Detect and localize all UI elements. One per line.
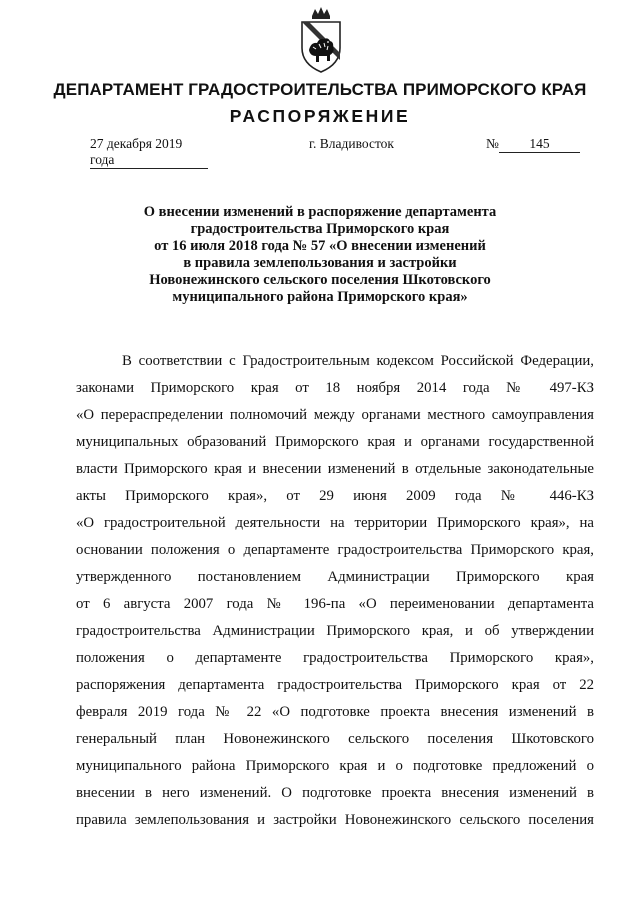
- title-line: от 16 июля 2018 года № 57 «О внесении изменений: [154, 238, 486, 254]
- body-line: акты Приморского края», от 29 июня 2009 года № 446-КЗ: [76, 488, 594, 504]
- body-line: февраля 2019 года № 22 «О подготовке проекта внесения изменений в: [76, 704, 594, 720]
- document-type-heading: РАСПОРЯЖЕНИЕ: [229, 106, 411, 126]
- document-number-label: №: [486, 136, 499, 151]
- body-line: внесении в него изменений. О подготовке проекта внесения изменений в: [76, 785, 594, 801]
- body-line: распоряжения департамента градостроительства Приморского края от 22: [76, 677, 594, 693]
- title-line: в правила землепользования и застройки: [183, 255, 457, 271]
- body-line: «О градостроительной деятельности на территории Приморского края», на: [76, 515, 594, 531]
- title-line: Новонежинского сельского поселения Шкотовского: [149, 272, 491, 288]
- document-city: г. Владивосток: [309, 136, 394, 151]
- document-date: 27 декабря 2019 года: [90, 136, 208, 169]
- body-line: «О перераспределении полномочий между органами местного самоуправления: [76, 407, 594, 423]
- body-line: В соответствии с Градостроительным кодексом Российской Федерации,: [122, 353, 594, 369]
- document-body: [76, 351, 594, 837]
- body-line: правила землепользования и застройки Новонежинского сельского поселения: [76, 812, 594, 828]
- title-line: градостроительства Приморского края: [190, 221, 450, 237]
- body-line: утвержденного постановлением Администрации Приморского края: [76, 569, 594, 585]
- body-line: от 6 августа 2007 года № 196-па «О переименовании департамента: [76, 596, 594, 612]
- body-line: власти Приморского края и внесении изменений в отдельные законодательные: [76, 461, 594, 477]
- title-line: О внесении изменений в распоряжение департамента: [143, 204, 497, 220]
- body-line: муниципальных образований Приморского края и органами государственной: [76, 434, 594, 450]
- department-name: ДЕПАРТАМЕНТ ГРАДОСТРОИТЕЛЬСТВА ПРИМОРСКОГО КРАЯ: [53, 80, 587, 99]
- document-title: [100, 204, 540, 306]
- body-line: положения о департаменте градостроительства Приморского края»,: [76, 650, 594, 666]
- body-line: законами Приморского края от 18 ноября 2014 года № 497-КЗ: [76, 380, 594, 396]
- document-number-value: 145: [499, 136, 580, 153]
- body-line: генеральный план Новонежинского сельского поселения Шкотовского: [76, 731, 594, 747]
- body-line: градостроительства Администрации Приморского края, и об утверждении: [76, 623, 594, 639]
- body-line: основании положения о департаменте градостроительства Приморского края,: [76, 542, 594, 558]
- title-line: муниципального района Приморского края»: [172, 289, 468, 305]
- coat-of-arms-tiger-icon: [297, 6, 345, 74]
- body-line: муниципального района Приморского края и о подготовке предложений о: [76, 758, 594, 774]
